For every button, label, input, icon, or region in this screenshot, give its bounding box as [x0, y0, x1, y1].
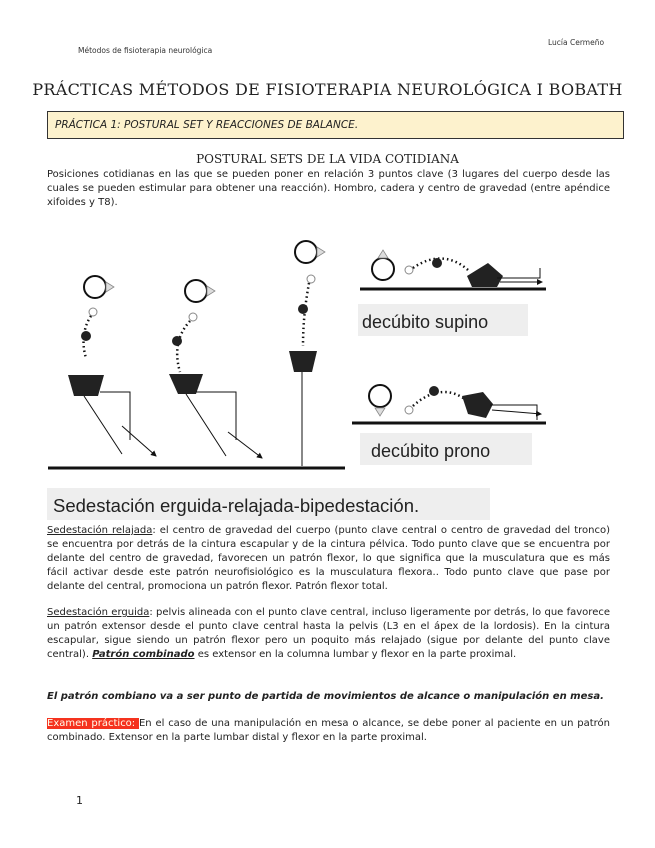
paragraph-sedestacion-relajada: Sedestación relajada: el centro de gravedad del cuerpo (punto clave central o centro de gravedad del tronco) se encuentra por detrás de la cintura escapular y de la cintura pélvica. Todo punto clave que se encuentra por delante del centro de gravedad, favorecen un patrón flexor, lo que significa que la musculatura que es más fácil activar desde este patrón neurofisiológico es la musculatura flexora.. Todo punto clave que pase por delante del central, promociona un patrón flexor. Patrón flexor total. [47, 525, 610, 592]
figure-caption: Sedestación erguida-relajada-bipedestación. [53, 495, 420, 516]
figure-sedestacion-erguida [169, 280, 262, 458]
note-patron-combinado: El patrón combiano va a ser punto de partida de movimientos de alcance o manipulación en mesa. [47, 691, 604, 702]
running-header-left: Métodos de fisioterapia neurológica [78, 46, 213, 55]
figure-decubito-prono [352, 385, 546, 423]
page-title: PRÁCTICAS MÉTODOS DE FISIOTERAPIA NEUROLÓGICA I BOBATH [32, 80, 623, 99]
exam-label: Examen práctico: [47, 718, 139, 729]
figure-bipedestacion [289, 241, 325, 466]
figure-sedestacion-relajada [68, 276, 156, 456]
intro-paragraph: Posiciones cotidianas en las que se pueden poner en relación 3 puntos clave (3 lugares del cuerpo desde las cuales se pueden estimular para obtener una reacción). Hombro, cadera y centro de gravedad (entre apéndice xifoides y T8). [47, 169, 610, 208]
term-sedestacion-erguida: Sedestación erguida [47, 607, 150, 618]
section-title: POSTURAL SETS DE LA VIDA COTIDIANA [196, 152, 459, 166]
practice-box: PRÁCTICA 1: POSTURAL SET Y REACCIONES DE BALANCE. [47, 111, 624, 139]
term-patron-combinado: Patrón combinado [92, 649, 195, 660]
term-sedestacion-relajada: Sedestación relajada [47, 525, 153, 536]
exam-note: Examen práctico: En el caso de una manipulación en mesa o alcance, se debe poner al paciente en un patrón combinado. Extensor en la parte lumbar distal y flexor en la parte proximal. [47, 718, 610, 743]
label-decubito-supino: decúbito supino [362, 312, 489, 332]
running-header-right: Lucía Cermeño [548, 38, 605, 47]
page-number: 1 [76, 794, 83, 807]
paragraph-sedestacion-erguida: Sedestación erguida: pelvis alineada con el punto clave central, incluso ligeramente por detrás, lo que favorece un patrón extensor desde el punto clave central hasta la pelvis (L3 en el ápex de la lordosis). En la cintura escapular, sigue siendo un patrón flexor pero un poquito más relajado (sigue por delante del punto clave central). Patrón combinado es extensor en la columna lumbar y flexor en la parte proximal. [47, 607, 610, 660]
figure-decubito-supino [360, 250, 546, 289]
label-decubito-prono: decúbito prono [371, 441, 491, 461]
